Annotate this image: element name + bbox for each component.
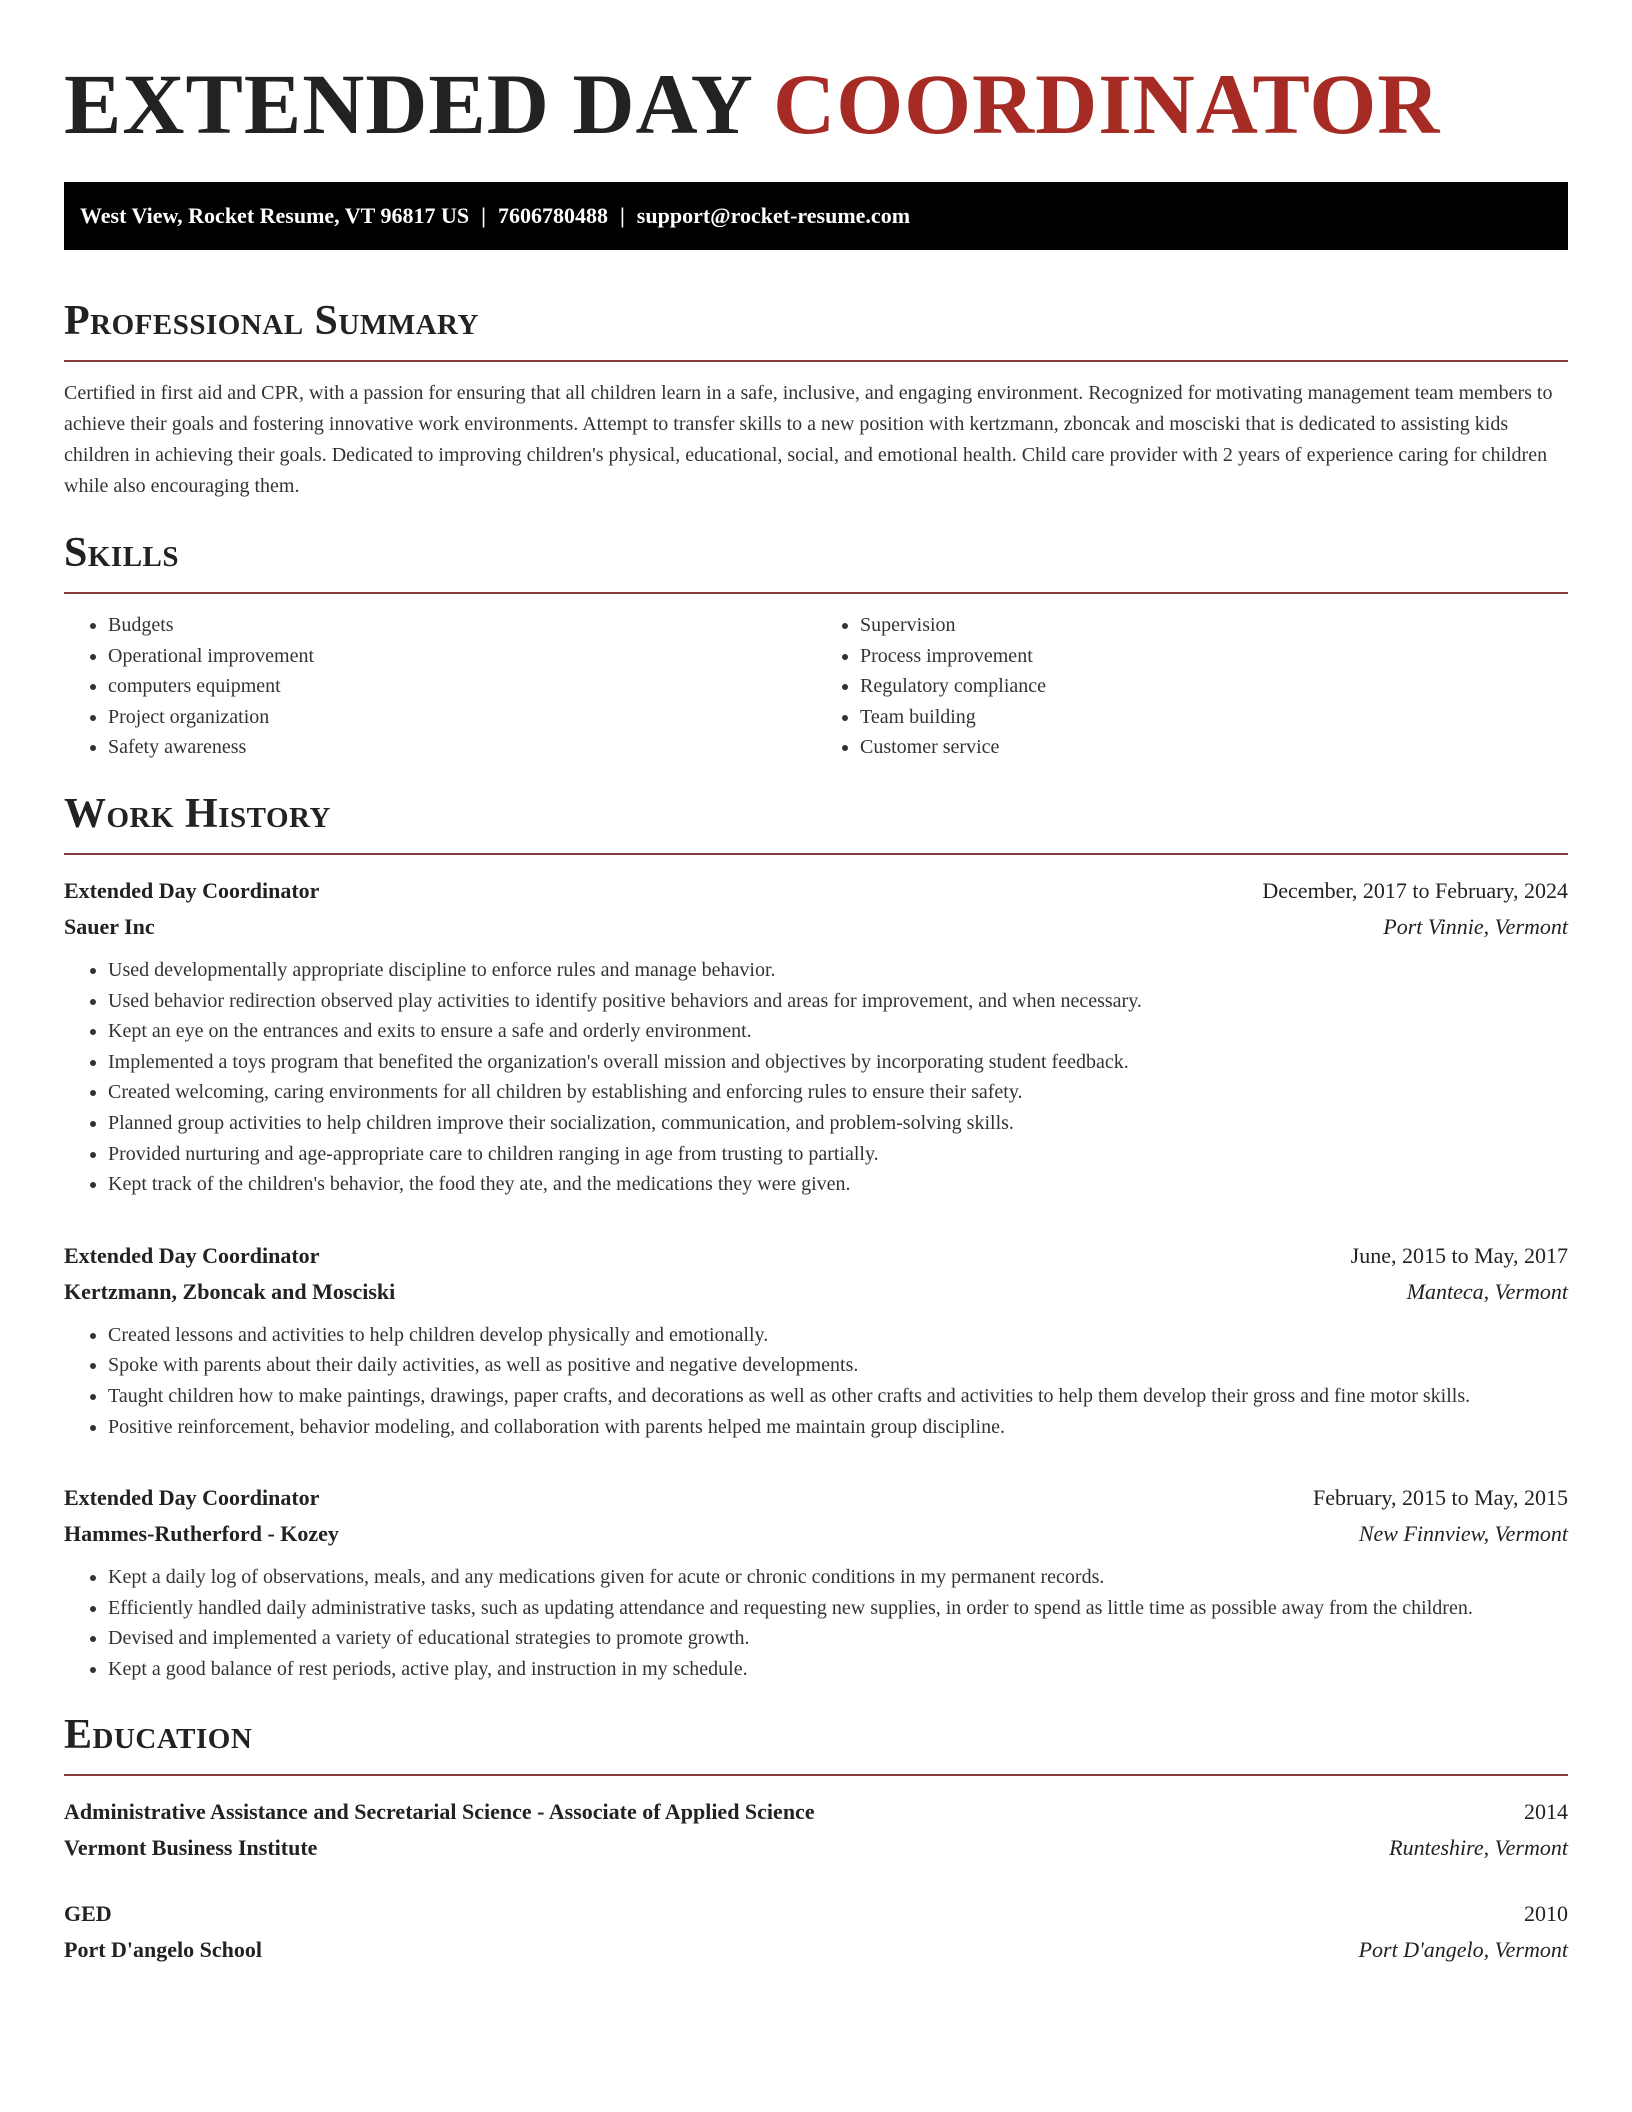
skill-item: • Project organization	[108, 702, 816, 733]
section-divider	[64, 853, 1568, 855]
job-bullet: • Kept a daily log of observations, meals, and any medications given for acute or chronic conditions in my permanent records.	[108, 1562, 1568, 1593]
skill-item: • Customer service	[860, 732, 1568, 763]
education-year: 2014	[1524, 1799, 1568, 1825]
job-bullet: • Used behavior redirection observed play activities to identify positive behaviors and areas for improvement, and when necessary.	[108, 986, 1568, 1017]
job-company: Hammes-Rutherford - Kozey	[64, 1521, 339, 1547]
job-header	[64, 1480, 1568, 1516]
job-entry	[64, 1480, 1568, 1684]
job-subheader	[64, 1516, 1568, 1552]
job-dates: December, 2017 to February, 2024	[1262, 877, 1568, 903]
job-bullet: • Provided nurturing and age-appropriate care to children ranging in age from trusting to partially.	[108, 1139, 1568, 1170]
job-bullet: • Taught children how to make paintings, drawings, paper crafts, and decorations as well as other crafts and activities to help them develop their gross and fine motor skills.	[108, 1381, 1568, 1412]
job-bullet: • Kept a good balance of rest periods, active play, and instruction in my schedule.	[108, 1654, 1568, 1685]
skills-column-left	[64, 610, 816, 763]
job-subheader	[64, 909, 1568, 945]
job-bullet: • Kept track of the children's behavior, the food they ate, and the medications they were given.	[108, 1169, 1568, 1200]
skill-item: • Budgets	[108, 610, 816, 641]
education-location: Port D'angelo, Vermont	[1358, 1937, 1568, 1963]
education-location: Runteshire, Vermont	[1389, 1835, 1568, 1861]
education-subheader	[64, 1932, 1568, 1968]
job-bullet: • Used developmentally appropriate discipline to enforce rules and manage behavior.	[108, 955, 1568, 986]
job-subheader	[64, 1274, 1568, 1310]
job-bullets	[64, 1320, 1568, 1442]
skills-list	[64, 610, 1568, 763]
job-bullets	[64, 955, 1568, 1200]
education-degree: Administrative Assistance and Secretarial Science - Associate of Applied Science	[64, 1799, 815, 1825]
education-header	[64, 1896, 1568, 1932]
contact-bar	[64, 182, 1568, 250]
work-history-heading: Work History	[64, 790, 331, 837]
section-divider	[64, 592, 1568, 594]
job-bullet: • Devised and implemented a variety of educational strategies to promote growth.	[108, 1623, 1568, 1654]
skills-heading: Skills	[64, 530, 180, 576]
job-bullet: • Planned group activities to help children improve their socialization, communication, and problem-solving skills.	[108, 1108, 1568, 1139]
contact-separator: |	[481, 203, 486, 228]
job-header	[64, 1238, 1568, 1274]
skill-item: • computers equipment	[108, 671, 816, 702]
job-bullet: • Efficiently handled daily administrative tasks, such as updating attendance and requesting new supplies, in order to spend as little time as possible away from the children.	[108, 1593, 1568, 1624]
education-degree: GED	[64, 1901, 112, 1927]
education-year: 2010	[1524, 1901, 1568, 1927]
job-bullets	[64, 1562, 1568, 1684]
contact-address: West View, Rocket Resume, VT 96817 US	[80, 203, 470, 228]
skill-item: • Safety awareness	[108, 732, 816, 763]
skill-item: • Supervision	[860, 610, 1568, 641]
job-entry	[64, 873, 1568, 1200]
education-entry	[64, 1794, 1568, 1866]
job-title: Extended Day Coordinator	[64, 1242, 320, 1268]
skill-item: • Process improvement	[860, 641, 1568, 672]
contact-email: support@rocket-resume.com	[636, 203, 911, 228]
job-dates: June, 2015 to May, 2017	[1350, 1242, 1568, 1268]
job-title: Extended Day Coordinator	[64, 877, 320, 903]
summary-heading: Professional Summary	[64, 298, 479, 344]
section-divider	[64, 360, 1568, 362]
name-last: COORDINATOR	[773, 56, 1441, 152]
job-bullet: • Kept an eye on the entrances and exits to ensure a safe and orderly environment.	[108, 1016, 1568, 1047]
job-bullet: • Positive reinforcement, behavior modeling, and collaboration with parents helped me maintain group discipline.	[108, 1412, 1568, 1443]
skill-item: • Team building	[860, 702, 1568, 733]
contact-phone: 7606780488	[497, 203, 608, 228]
education-school: Vermont Business Institute	[64, 1835, 318, 1861]
name-first: EXTENDED DAY	[64, 56, 751, 152]
section-divider	[64, 1774, 1568, 1776]
job-location: Manteca, Vermont	[1406, 1278, 1568, 1304]
job-bullet: • Implemented a toys program that benefited the organization's overall mission and objectives by incorporating student feedback.	[108, 1047, 1568, 1078]
job-location: Port Vinnie, Vermont	[1383, 913, 1568, 939]
education-header	[64, 1794, 1568, 1830]
job-bullet: • Created welcoming, caring environments for all children by establishing and enforcing rules to ensure their safety.	[108, 1077, 1568, 1108]
job-header	[64, 873, 1568, 909]
skills-column-right	[816, 610, 1568, 763]
job-company: Kertzmann, Zboncak and Mosciski	[64, 1278, 396, 1304]
contact-separator: |	[619, 203, 625, 228]
education-heading: Education	[64, 1712, 253, 1759]
job-title: Extended Day Coordinator	[64, 1485, 320, 1511]
skill-item: • Operational improvement	[108, 641, 816, 672]
job-dates: February, 2015 to May, 2015	[1313, 1485, 1568, 1511]
education-school: Port D'angelo School	[64, 1937, 262, 1963]
education-entry	[64, 1896, 1568, 1968]
summary-text: Certified in first aid and CPR, with a passion for ensuring that all children learn in a safe, inclusive, and engaging environment. Recognized for motivating management team members to achieve their goals and fostering innovative work environments. Attempt to transfer skills to a new position with kertzmann, zboncak and mosciski that is dedicated to assisting kids children in achieving their goals. Dedicated to improving children's physical, educational, social, and emotional health. Child care provider with 2 years of experience caring for children while also encouraging them.	[64, 382, 1553, 497]
job-company: Sauer Inc	[64, 913, 155, 939]
job-bullet: • Spoke with parents about their daily activities, as well as positive and negative developments.	[108, 1350, 1568, 1381]
job-location: New Finnview, Vermont	[1358, 1521, 1568, 1547]
resume-name-heading	[64, 50, 1568, 158]
skill-item: • Regulatory compliance	[860, 671, 1568, 702]
education-subheader	[64, 1830, 1568, 1866]
job-bullet: • Created lessons and activities to help children develop physically and emotionally.	[108, 1320, 1568, 1351]
job-entry	[64, 1238, 1568, 1442]
